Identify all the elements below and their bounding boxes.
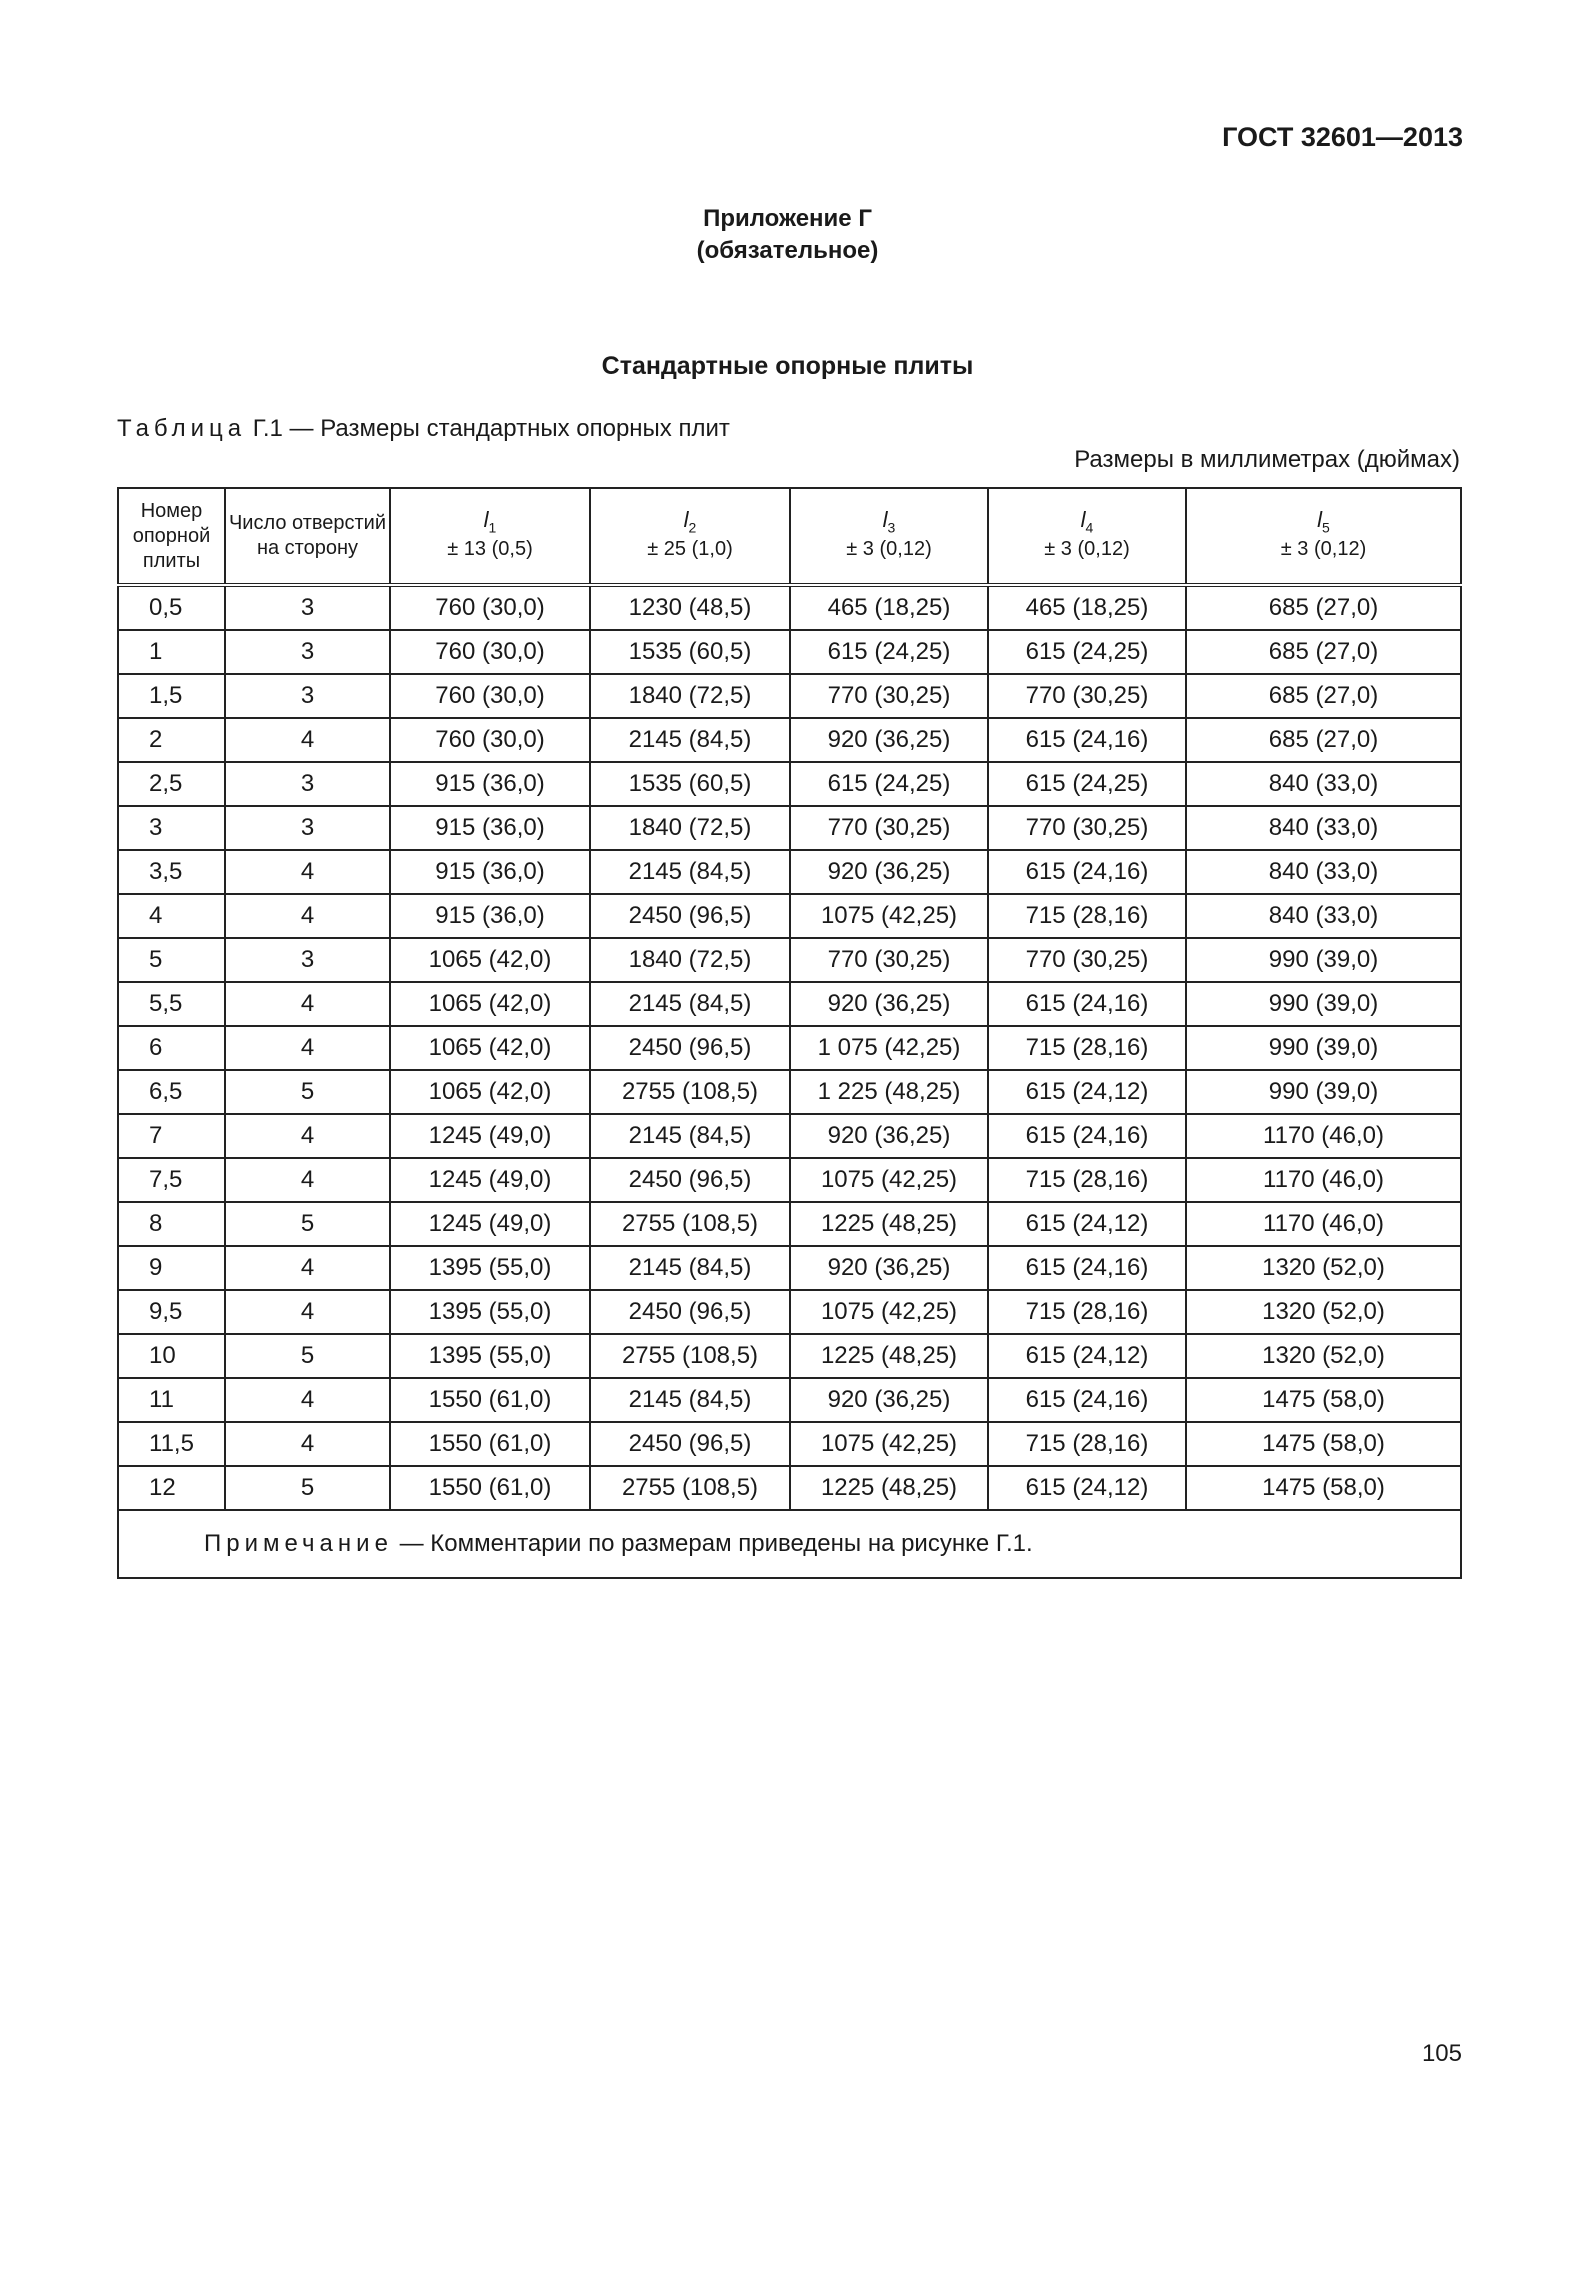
table-row bbox=[118, 1158, 1461, 1202]
table-cell: 615 (24,16) bbox=[988, 982, 1186, 1026]
table-cell: 770 (30,25) bbox=[790, 806, 988, 850]
table-cell: 2,5 bbox=[118, 762, 225, 806]
table-cell: 4 bbox=[225, 1246, 390, 1290]
table-cell: 920 (36,25) bbox=[790, 718, 988, 762]
table-cell: 1075 (42,25) bbox=[790, 1422, 988, 1466]
table-cell: 920 (36,25) bbox=[790, 1378, 988, 1422]
table-caption bbox=[117, 415, 730, 443]
table-cell: 6,5 bbox=[118, 1070, 225, 1114]
table-header-row bbox=[118, 488, 1461, 585]
table-cell: 685 (27,0) bbox=[1186, 718, 1461, 762]
table-cell: 770 (30,25) bbox=[988, 806, 1186, 850]
table-cell: 615 (24,16) bbox=[988, 1378, 1186, 1422]
header-l2-tolerance: ± 25 (1,0) bbox=[647, 538, 733, 561]
header-l4-symbol: l bbox=[1080, 506, 1086, 532]
table-cell: 4 bbox=[225, 1378, 390, 1422]
header-l3-tolerance: ± 3 (0,12) bbox=[846, 538, 932, 561]
table-row bbox=[118, 1334, 1461, 1378]
table-cell: 915 (36,0) bbox=[390, 894, 590, 938]
table-cell: 770 (30,25) bbox=[790, 674, 988, 718]
table-row bbox=[118, 1202, 1461, 1246]
table-cell: 4 bbox=[225, 1026, 390, 1070]
table-cell: 2450 (96,5) bbox=[590, 894, 790, 938]
table-cell: 1 225 (48,25) bbox=[790, 1070, 988, 1114]
table-cell: 1 075 (42,25) bbox=[790, 1026, 988, 1070]
table-cell: 615 (24,12) bbox=[988, 1466, 1186, 1510]
table-cell: 5 bbox=[225, 1202, 390, 1246]
table-note-prefix: Примечание bbox=[204, 1530, 393, 1557]
table-caption-prefix: Таблица bbox=[117, 415, 247, 442]
table-row bbox=[118, 982, 1461, 1026]
table-cell: 5 bbox=[225, 1070, 390, 1114]
table-row bbox=[118, 1246, 1461, 1290]
table-cell: 1075 (42,25) bbox=[790, 894, 988, 938]
table-cell: 2145 (84,5) bbox=[590, 718, 790, 762]
table-cell: 615 (24,25) bbox=[988, 762, 1186, 806]
table-cell: 915 (36,0) bbox=[390, 806, 590, 850]
table-row bbox=[118, 718, 1461, 762]
header-l5 bbox=[1186, 488, 1461, 585]
table-note bbox=[118, 1510, 1461, 1578]
header-l1 bbox=[390, 488, 590, 585]
table-cell: 10 bbox=[118, 1334, 225, 1378]
table-cell: 615 (24,12) bbox=[988, 1202, 1186, 1246]
header-l3 bbox=[790, 488, 988, 585]
table-cell: 3 bbox=[118, 806, 225, 850]
table-cell: 1320 (52,0) bbox=[1186, 1290, 1461, 1334]
header-l1-subscript: 1 bbox=[488, 519, 497, 536]
table-cell: 770 (30,25) bbox=[790, 938, 988, 982]
page-number: 105 bbox=[1421, 2040, 1462, 2067]
table-cell: 1170 (46,0) bbox=[1186, 1202, 1461, 1246]
table-cell: 4 bbox=[225, 718, 390, 762]
table-cell: 915 (36,0) bbox=[390, 850, 590, 894]
table-cell: 1550 (61,0) bbox=[390, 1466, 590, 1510]
table-cell: 4 bbox=[225, 1158, 390, 1202]
table-cell: 840 (33,0) bbox=[1186, 762, 1461, 806]
table-cell: 715 (28,16) bbox=[988, 1158, 1186, 1202]
table-row bbox=[118, 630, 1461, 674]
dimensions-table bbox=[117, 487, 1462, 1579]
table-cell: 1395 (55,0) bbox=[390, 1290, 590, 1334]
table-cell: 4 bbox=[225, 1290, 390, 1334]
table-cell: 8 bbox=[118, 1202, 225, 1246]
table-cell: 1065 (42,0) bbox=[390, 1070, 590, 1114]
table-row bbox=[118, 674, 1461, 718]
table-cell: 2145 (84,5) bbox=[590, 982, 790, 1026]
table-cell: 3 bbox=[225, 630, 390, 674]
table-cell: 1840 (72,5) bbox=[590, 674, 790, 718]
table-cell: 4 bbox=[225, 894, 390, 938]
table-cell: 6 bbox=[118, 1026, 225, 1070]
table-cell: 12 bbox=[118, 1466, 225, 1510]
table-cell: 990 (39,0) bbox=[1186, 982, 1461, 1026]
table-row bbox=[118, 806, 1461, 850]
table-cell: 1475 (58,0) bbox=[1186, 1378, 1461, 1422]
table-cell: 840 (33,0) bbox=[1186, 806, 1461, 850]
table-cell: 615 (24,25) bbox=[988, 630, 1186, 674]
table-cell: 7 bbox=[118, 1114, 225, 1158]
units-note: Размеры в миллиметрах (дюймах) bbox=[1074, 446, 1460, 473]
table-cell: 1245 (49,0) bbox=[390, 1202, 590, 1246]
table-cell: 1170 (46,0) bbox=[1186, 1114, 1461, 1158]
table-note-text: — Комментарии по размерам приведены на рисунке Г.1. bbox=[392, 1530, 1033, 1557]
table-body bbox=[118, 585, 1461, 1510]
table-cell: 760 (30,0) bbox=[390, 630, 590, 674]
table-cell: 7,5 bbox=[118, 1158, 225, 1202]
table-cell: 920 (36,25) bbox=[790, 982, 988, 1026]
table-cell: 5 bbox=[225, 1466, 390, 1510]
table-cell: 465 (18,25) bbox=[988, 585, 1186, 630]
table-cell: 990 (39,0) bbox=[1186, 938, 1461, 982]
table-caption-text: Г.1 — Размеры стандартных опорных плит bbox=[246, 415, 730, 442]
table-cell: 770 (30,25) bbox=[988, 938, 1186, 982]
table-cell: 1840 (72,5) bbox=[590, 938, 790, 982]
header-plate-number: Номер опорной плиты bbox=[118, 488, 225, 585]
table-cell: 1065 (42,0) bbox=[390, 938, 590, 982]
table-cell: 1230 (48,5) bbox=[590, 585, 790, 630]
appendix-heading bbox=[0, 203, 1575, 267]
table-note-row bbox=[118, 1510, 1461, 1578]
table-cell: 5,5 bbox=[118, 982, 225, 1026]
table-cell: 1 bbox=[118, 630, 225, 674]
table-row bbox=[118, 1070, 1461, 1114]
table-row bbox=[118, 1466, 1461, 1510]
table-cell: 9,5 bbox=[118, 1290, 225, 1334]
table-cell: 990 (39,0) bbox=[1186, 1026, 1461, 1070]
section-title: Стандартные опорные плиты bbox=[601, 352, 974, 380]
table-cell: 2450 (96,5) bbox=[590, 1158, 790, 1202]
table-cell: 4 bbox=[225, 1114, 390, 1158]
header-l2-symbol: l bbox=[683, 506, 689, 532]
table-cell: 840 (33,0) bbox=[1186, 850, 1461, 894]
header-l1-tolerance: ± 13 (0,5) bbox=[447, 538, 533, 561]
table-cell: 1170 (46,0) bbox=[1186, 1158, 1461, 1202]
table-cell: 1395 (55,0) bbox=[390, 1246, 590, 1290]
table-cell: 715 (28,16) bbox=[988, 1026, 1186, 1070]
table-cell: 760 (30,0) bbox=[390, 718, 590, 762]
table-cell: 3 bbox=[225, 938, 390, 982]
table-cell: 2755 (108,5) bbox=[590, 1334, 790, 1378]
header-l3-subscript: 3 bbox=[887, 519, 896, 536]
table-row bbox=[118, 1026, 1461, 1070]
table-row bbox=[118, 894, 1461, 938]
table-row bbox=[118, 1422, 1461, 1466]
table-row bbox=[118, 1378, 1461, 1422]
table-cell: 1065 (42,0) bbox=[390, 982, 590, 1026]
table-cell: 685 (27,0) bbox=[1186, 630, 1461, 674]
table-cell: 615 (24,12) bbox=[988, 1070, 1186, 1114]
table-cell: 770 (30,25) bbox=[988, 674, 1186, 718]
table-cell: 9 bbox=[118, 1246, 225, 1290]
table-cell: 2145 (84,5) bbox=[590, 850, 790, 894]
table-cell: 1475 (58,0) bbox=[1186, 1466, 1461, 1510]
table-cell: 615 (24,16) bbox=[988, 1246, 1186, 1290]
table-cell: 920 (36,25) bbox=[790, 850, 988, 894]
table-cell: 3 bbox=[225, 806, 390, 850]
table-row bbox=[118, 585, 1461, 630]
header-l1-symbol: l bbox=[483, 506, 489, 532]
table-cell: 1225 (48,25) bbox=[790, 1334, 988, 1378]
table-cell: 4 bbox=[225, 1422, 390, 1466]
table-cell: 715 (28,16) bbox=[988, 1290, 1186, 1334]
table-cell: 2755 (108,5) bbox=[590, 1070, 790, 1114]
header-l4-subscript: 4 bbox=[1085, 519, 1094, 536]
table-cell: 615 (24,16) bbox=[988, 718, 1186, 762]
header-l5-symbol: l bbox=[1317, 506, 1323, 532]
header-l4-tolerance: ± 3 (0,12) bbox=[1044, 538, 1130, 561]
table-cell: 1075 (42,25) bbox=[790, 1158, 988, 1202]
table-cell: 2145 (84,5) bbox=[590, 1246, 790, 1290]
table-cell: 1,5 bbox=[118, 674, 225, 718]
table-cell: 4 bbox=[225, 982, 390, 1026]
table-cell: 5 bbox=[118, 938, 225, 982]
table-cell: 1475 (58,0) bbox=[1186, 1422, 1461, 1466]
table-cell: 615 (24,25) bbox=[790, 630, 988, 674]
table-row bbox=[118, 1290, 1461, 1334]
table-cell: 685 (27,0) bbox=[1186, 674, 1461, 718]
table-cell: 2145 (84,5) bbox=[590, 1378, 790, 1422]
table-cell: 1245 (49,0) bbox=[390, 1158, 590, 1202]
table-cell: 1535 (60,5) bbox=[590, 762, 790, 806]
table-row bbox=[118, 938, 1461, 982]
document-id: ГОСТ 32601—2013 bbox=[1222, 122, 1463, 152]
table-cell: 1245 (49,0) bbox=[390, 1114, 590, 1158]
table-cell: 920 (36,25) bbox=[790, 1246, 988, 1290]
table-cell: 3 bbox=[225, 762, 390, 806]
table-cell: 465 (18,25) bbox=[790, 585, 988, 630]
table-cell: 1065 (42,0) bbox=[390, 1026, 590, 1070]
header-l4 bbox=[988, 488, 1186, 585]
table-cell: 2755 (108,5) bbox=[590, 1202, 790, 1246]
table-cell: 5 bbox=[225, 1334, 390, 1378]
table-cell: 3 bbox=[225, 674, 390, 718]
table-cell: 2450 (96,5) bbox=[590, 1290, 790, 1334]
table-cell: 11 bbox=[118, 1378, 225, 1422]
table-cell: 4 bbox=[225, 850, 390, 894]
table-cell: 760 (30,0) bbox=[390, 585, 590, 630]
table-cell: 11,5 bbox=[118, 1422, 225, 1466]
table-cell: 685 (27,0) bbox=[1186, 585, 1461, 630]
table-cell: 0,5 bbox=[118, 585, 225, 630]
table-cell: 840 (33,0) bbox=[1186, 894, 1461, 938]
table-cell: 2 bbox=[118, 718, 225, 762]
table-cell: 1550 (61,0) bbox=[390, 1422, 590, 1466]
table-cell: 1840 (72,5) bbox=[590, 806, 790, 850]
table-cell: 2450 (96,5) bbox=[590, 1422, 790, 1466]
table-row bbox=[118, 1114, 1461, 1158]
table-cell: 615 (24,16) bbox=[988, 1114, 1186, 1158]
table-cell: 1320 (52,0) bbox=[1186, 1246, 1461, 1290]
table-cell: 3,5 bbox=[118, 850, 225, 894]
header-l2 bbox=[590, 488, 790, 585]
table-cell: 1075 (42,25) bbox=[790, 1290, 988, 1334]
table-cell: 1225 (48,25) bbox=[790, 1202, 988, 1246]
table-cell: 920 (36,25) bbox=[790, 1114, 988, 1158]
table-cell: 4 bbox=[118, 894, 225, 938]
header-l2-subscript: 2 bbox=[688, 519, 697, 536]
table-row bbox=[118, 762, 1461, 806]
appendix-status: (обязательное) bbox=[696, 237, 879, 264]
table-cell: 615 (24,25) bbox=[790, 762, 988, 806]
table-cell: 615 (24,16) bbox=[988, 850, 1186, 894]
table-cell: 2755 (108,5) bbox=[590, 1466, 790, 1510]
table-cell: 1395 (55,0) bbox=[390, 1334, 590, 1378]
header-l3-symbol: l bbox=[882, 506, 888, 532]
table-cell: 915 (36,0) bbox=[390, 762, 590, 806]
table-cell: 2450 (96,5) bbox=[590, 1026, 790, 1070]
table-cell: 1535 (60,5) bbox=[590, 630, 790, 674]
table-cell: 990 (39,0) bbox=[1186, 1070, 1461, 1114]
table-cell: 615 (24,12) bbox=[988, 1334, 1186, 1378]
table-cell: 1550 (61,0) bbox=[390, 1378, 590, 1422]
table-cell: 3 bbox=[225, 585, 390, 630]
table-cell: 715 (28,16) bbox=[988, 894, 1186, 938]
table-cell: 715 (28,16) bbox=[988, 1422, 1186, 1466]
appendix-title: Приложение Г bbox=[703, 205, 872, 232]
table-cell: 1225 (48,25) bbox=[790, 1466, 988, 1510]
header-holes-per-side: Число отверстий на сторону bbox=[225, 488, 390, 585]
header-l5-tolerance: ± 3 (0,12) bbox=[1280, 538, 1367, 561]
table-cell: 1320 (52,0) bbox=[1186, 1334, 1461, 1378]
header-l5-subscript: 5 bbox=[1322, 519, 1330, 536]
table-row bbox=[118, 850, 1461, 894]
table-cell: 2145 (84,5) bbox=[590, 1114, 790, 1158]
table-cell: 760 (30,0) bbox=[390, 674, 590, 718]
